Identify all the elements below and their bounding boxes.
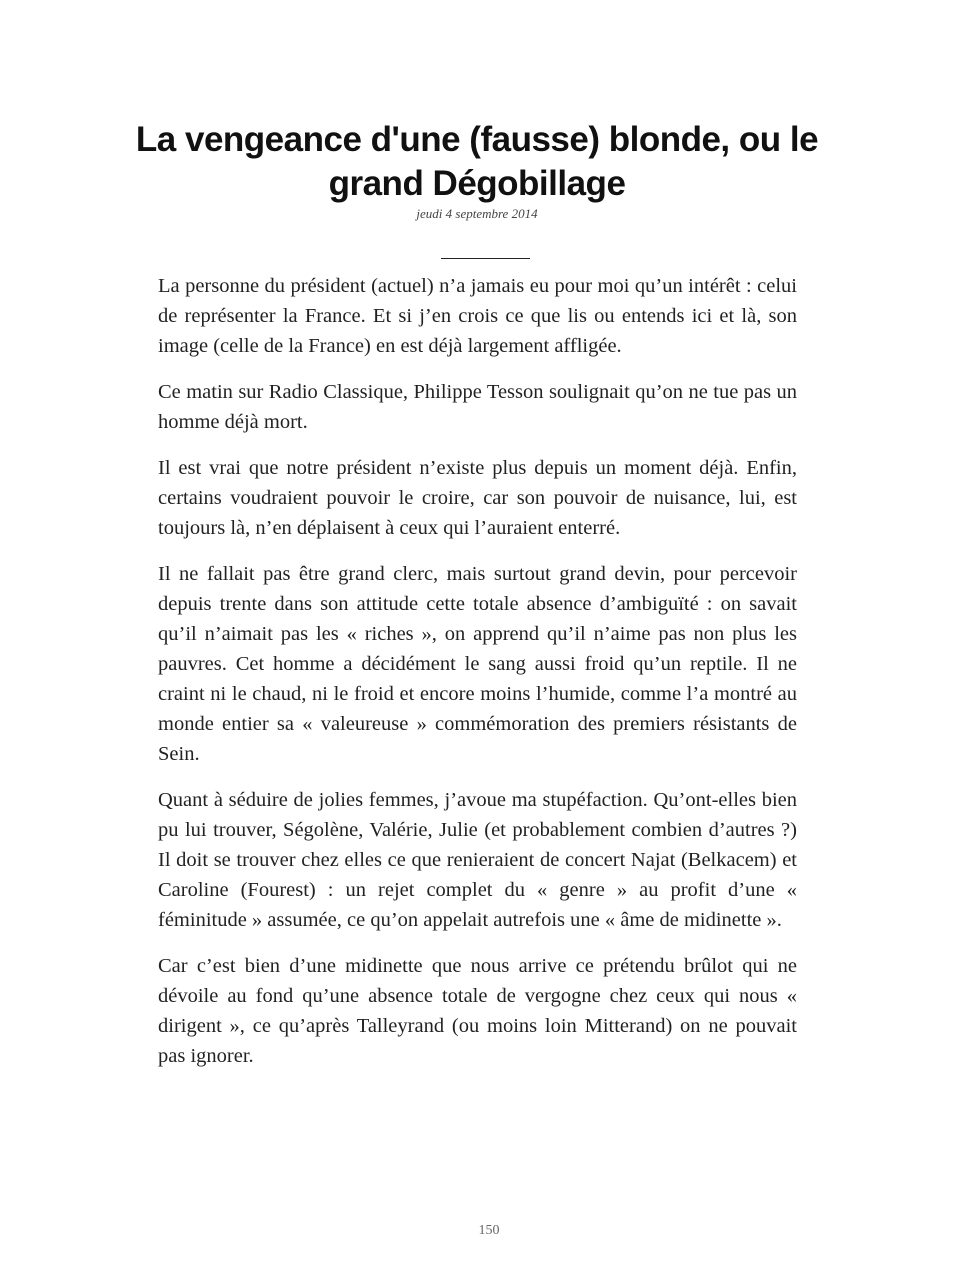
paragraph: Quant à séduire de jolies femmes, j’avoue ma stupéfaction. Qu’ont-elles bien pu lui trouver, Ségolène, Valérie, Julie (et probablement combien d’autres ?) Il doit se trouver chez elles ce que renieraient de concert Najat (Belkacem) et Caroline (Fourest) : un rejet complet du « genre » au profit d’une « féminitude » assumée, ce qu’on appelait autrefois une « âme de midinette ». <box>158 789 797 931</box>
paragraph: Car c’est bien d’une midinette que nous arrive ce prétendu brûlot qui ne dévoile au fond qu’une absence totale de vergogne chez ceux qui nous « dirigent », ce qu’après Talleyrand (ou moins loin Mitterand) on ne pouvait pas ignorer. <box>158 955 797 1067</box>
paragraph: La personne du président (actuel) n’a jamais eu pour moi qu’un intérêt : celui de représenter la France. Et si j’en crois ce que lis ou entends ici et là, son image (celle de la France) en est déjà largement affligée. <box>158 275 797 357</box>
paragraph: Il ne fallait pas être grand clerc, mais surtout grand devin, pour percevoir depuis trente dans son attitude cette totale absence d’ambiguïté : on savait qu’il n’aimait pas les « riches », on apprend qu’il n’aime pas non plus les pauvres. Cet homme a décidément le sang aussi froid qu’un reptile. Il ne craint ni le chaud, ni le froid et encore moins l’humide, comme l’a montré au monde entier sa « valeureuse » commémoration des premiers résistants de Sein. <box>158 563 797 765</box>
paragraph: Ce matin sur Radio Classique, Philippe Tesson soulignait qu’on ne tue pas un homme déjà mort. <box>158 381 797 433</box>
article-title: La vengeance d'une (fausse) blonde, ou le grand Dégobillage <box>135 120 819 203</box>
page-number: 150 <box>478 1223 500 1238</box>
article-date: jeudi 4 septembre 2014 <box>416 206 538 221</box>
article-body <box>158 271 797 1087</box>
separator-rule <box>441 258 530 259</box>
paragraph: Il est vrai que notre président n’existe plus depuis un moment déjà. Enfin, certains voudraient pouvoir le croire, car son pouvoir de nuisance, lui, est toujours là, n’en déplaisent à ceux qui l’auraient enterré. <box>158 457 797 539</box>
